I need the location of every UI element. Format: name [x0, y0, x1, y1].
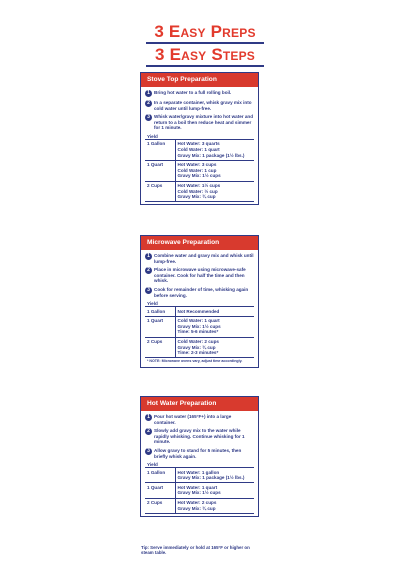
stove-yield-table: [145, 139, 254, 202]
hot-water-yield-table: [145, 467, 254, 514]
amount-line: Time: 2-3 minutes*: [177, 350, 219, 356]
yield-amounts: [175, 337, 254, 358]
yield-size: 1 Quart: [145, 316, 175, 337]
step-text: Allow gravy to stand for 5 minutes, then briefly whisk again.: [154, 447, 242, 459]
yield-amounts: [175, 483, 254, 498]
table-row: [145, 337, 254, 358]
stove-top-card: [140, 72, 259, 205]
step-number-1-icon: 1: [145, 414, 152, 421]
yield-amounts: [175, 307, 254, 317]
amount-line: Hot Water: 2 cups: [177, 500, 217, 506]
amount-line: Hot Water: 1 gallon: [177, 469, 220, 475]
yield-amounts: [175, 160, 254, 181]
table-row: [145, 468, 254, 483]
amount-line: Cold Water: ½ cup: [177, 188, 218, 194]
step-text: Slowly add gravy mix to the water while rapidly whisking. Continue whisking for 1 minute.: [154, 428, 245, 445]
yield-amounts: [175, 139, 254, 160]
yield-size: 1 Gallon: [145, 468, 175, 483]
hot-water-heading: Hot Water Preparation: [141, 397, 258, 411]
amount-line: Not Recommended: [177, 308, 220, 314]
microwave-yield-table: [145, 306, 254, 358]
yield-size: 2 Cups: [145, 337, 175, 358]
amount-line: Gravy Mix: ¾ cup: [177, 344, 216, 350]
step-number-1-icon: 1: [145, 90, 152, 97]
amount-line: Hot Water: 3 cups: [177, 162, 217, 168]
amount-line: Hot Water: 1 quart: [177, 484, 218, 490]
step-number-1-icon: 1: [145, 253, 152, 260]
table-row: [145, 139, 254, 160]
yield-amounts: [175, 316, 254, 337]
table-row: [145, 483, 254, 498]
hot-water-step-2: [145, 428, 254, 445]
amount-line: Gravy Mix: ¾ cup: [177, 194, 216, 200]
yield-label: Yield: [147, 301, 158, 307]
yield-size: 1 Quart: [145, 483, 175, 498]
yield-size: 1 Quart: [145, 160, 175, 181]
step-text: Whisk water/gravy mixture into hot water and return to a boil then reduce heat and simmer for 1 minute.: [154, 114, 254, 131]
title-block: [140, 22, 270, 68]
title-underline: [146, 65, 264, 67]
hot-water-step-3: [145, 448, 254, 459]
step-text: Pour hot water (165°F+) into a large container.: [154, 414, 232, 425]
step-number-3-icon: 3: [145, 448, 152, 455]
stove-step-1: [145, 90, 254, 97]
step-text: In a separate container, whisk gravy mix into cold water until lump-free.: [154, 100, 252, 111]
stove-top-heading: Stove Top Preparation: [141, 73, 258, 87]
table-row: [145, 181, 254, 202]
amount-line: Time: 5-6 minutes*: [177, 329, 219, 335]
yield-label: Yield: [147, 462, 158, 468]
step-number-3-icon: 3: [145, 287, 152, 294]
microwave-step-2: [145, 267, 254, 284]
hot-water-step-1: [145, 414, 254, 425]
amount-line: Hot Water: 1½ cups: [177, 183, 221, 189]
amount-line: Cold Water: 2 cups: [177, 339, 219, 345]
yield-size: 2 Cups: [145, 498, 175, 513]
amount-line: Gravy Mix: ¾ cup: [177, 505, 216, 511]
amount-line: Gravy Mix: 1 package (1½ lbs.): [177, 152, 245, 158]
table-row: [145, 160, 254, 181]
table-row: [145, 316, 254, 337]
amount-line: Hot Water: 3 quarts: [177, 141, 220, 147]
amount-line: Cold Water: 1 cup: [177, 167, 217, 173]
stove-step-2: [145, 100, 254, 111]
stove-step-3: [145, 114, 254, 131]
yield-size: 2 Cups: [145, 181, 175, 202]
title-line-1: 3 Easy Preps: [154, 22, 256, 41]
hot-water-card: [140, 396, 259, 517]
yield-label: Yield: [147, 133, 158, 139]
microwave-step-3: [145, 287, 254, 298]
step-number-2-icon: 2: [145, 428, 152, 435]
yield-amounts: [175, 498, 254, 513]
amount-line: Cold Water: 1 quart: [177, 318, 220, 324]
step-text: Combine water and gravy mix and whisk until lump-free.: [154, 253, 254, 264]
yield-size: 1 Gallon: [145, 139, 175, 160]
yield-amounts: [175, 181, 254, 202]
title-line-2: 3 Easy Steps: [155, 45, 255, 64]
step-number-2-icon: 2: [145, 267, 152, 274]
serving-tip: Tip: Serve immediately or hold at 165°F or higher on steam table.: [141, 545, 250, 556]
table-row: [145, 498, 254, 513]
yield-amounts: [175, 468, 254, 483]
microwave-card: [140, 235, 259, 368]
step-text: Place in microwave using microwave-safe container. Cook for half the time and then whisk.: [154, 267, 246, 284]
microwave-step-1: [145, 253, 254, 264]
step-number-3-icon: 3: [145, 114, 152, 121]
microwave-note: * NOTE: Microwave ovens vary, adjust time accordingly.: [147, 359, 243, 364]
step-number-2-icon: 2: [145, 100, 152, 107]
amount-line: Gravy Mix: 1½ cups: [177, 173, 221, 179]
step-text: Cook for remainder of time, whisking again before serving.: [154, 286, 249, 298]
title-divider: [146, 42, 264, 44]
yield-size: 1 Gallon: [145, 307, 175, 317]
amount-line: Cold Water: 1 quart: [177, 147, 220, 153]
step-text: Bring hot water to a full rolling boil.: [154, 90, 232, 95]
amount-line: Gravy Mix: 1 package (1½ lbs.): [177, 475, 245, 481]
table-row: [145, 307, 254, 317]
microwave-heading: Microwave Preparation: [141, 236, 258, 250]
amount-line: Gravy Mix: 1½ cups: [177, 490, 221, 496]
amount-line: Gravy Mix: 1½ cups: [177, 323, 221, 329]
